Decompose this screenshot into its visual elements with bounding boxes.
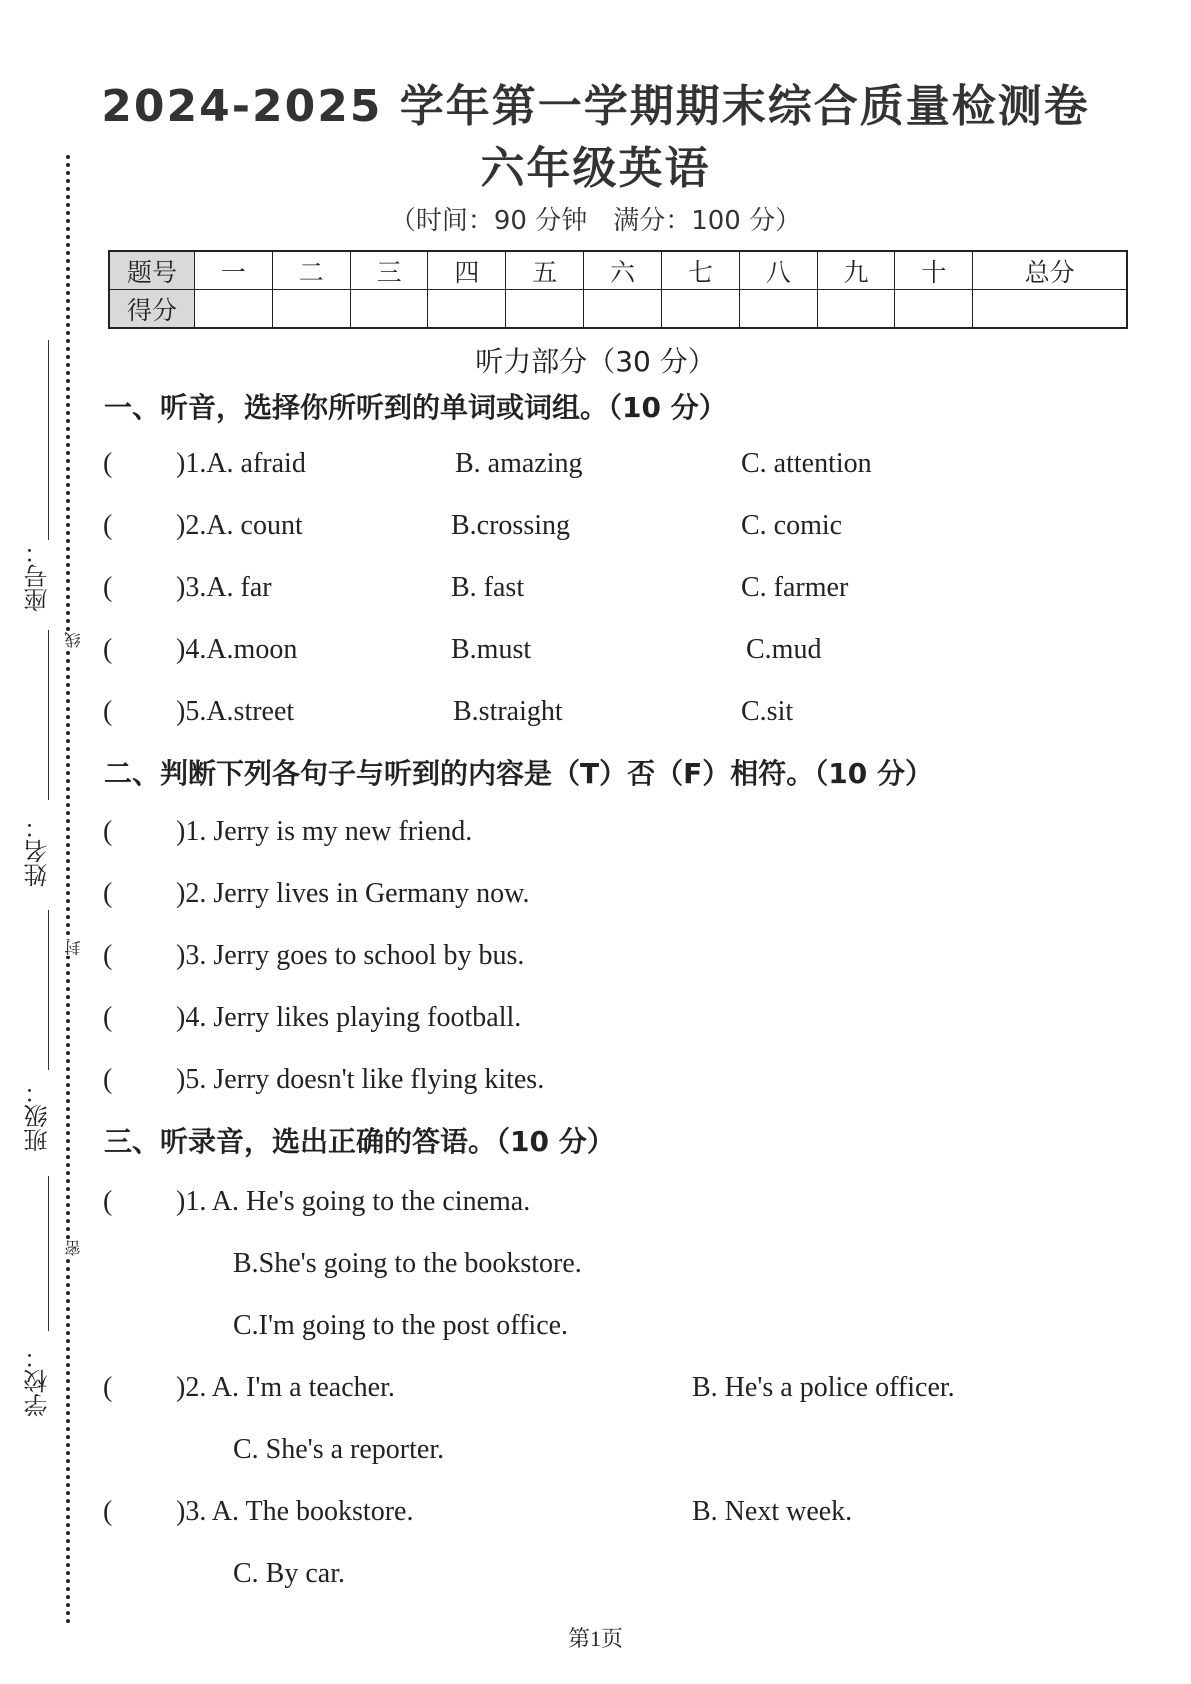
p1-q5-b: B.straight (453, 696, 563, 727)
name-label: 姓名： (24, 815, 52, 887)
p1-q2-a: )2.A. count (176, 510, 303, 541)
col-total: 总分 (973, 251, 1127, 290)
answer-blank[interactable]: ( (103, 1372, 113, 1403)
col-7: 七 (661, 251, 739, 290)
part3-title: 三、听录音，选出正确的答语。（10 分） (104, 1125, 615, 1158)
p1-q2-b: B.crossing (451, 510, 570, 541)
school-label: 学校： (24, 1345, 52, 1417)
p1-q1-b: B. amazing (455, 448, 583, 479)
col-5: 五 (506, 251, 584, 290)
part2-title: 二、判断下列各句子与听到的内容是（T）否（F）相符。（10 分） (104, 757, 933, 790)
p1-q1-a: )1.A. afraid (176, 448, 306, 479)
p2-q5: )5. Jerry doesn't like flying kites. (176, 1064, 545, 1095)
exam-info: （时间：90 分钟 满分：100 分） (389, 206, 802, 236)
p2-q2: )2. Jerry lives in Germany now. (176, 878, 530, 909)
col-10: 十 (895, 251, 973, 290)
p3-q1-a: )1. A. He's going to the cinema. (176, 1186, 531, 1217)
score-label: 得分 (109, 290, 195, 329)
p1-q5-a: )5.A.street (176, 696, 295, 727)
answer-blank[interactable]: ( (103, 634, 113, 665)
score-cell[interactable] (428, 290, 506, 329)
listening-section-title: 听力部分（30 分） (475, 345, 716, 378)
class-label: 班级： (24, 1080, 52, 1152)
answer-blank[interactable]: ( (103, 816, 113, 847)
score-table-score-row (109, 290, 1127, 329)
page-number: 第1页 (567, 1626, 623, 1651)
mark-secret: 密 (64, 1240, 83, 1256)
p1-q3-b: B. fast (451, 572, 525, 603)
score-cell[interactable] (661, 290, 739, 329)
p3-q1-b: B.She's going to the bookstore. (233, 1248, 582, 1279)
p3-q1-c: C.I'm going to the post office. (233, 1310, 569, 1341)
col-9: 九 (817, 251, 895, 290)
answer-blank[interactable]: ( (103, 448, 113, 479)
p1-q4-b: B.must (451, 634, 532, 665)
class-line (48, 910, 49, 1070)
score-cell[interactable] (895, 290, 973, 329)
col-3: 三 (350, 251, 428, 290)
p1-q1-c: C. attention (741, 448, 872, 479)
score-cell[interactable] (195, 290, 273, 329)
p1-q3-c: C. farmer (741, 572, 849, 603)
part1-title: 一、听音，选择你所听到的单词或词组。（10 分） (104, 391, 727, 424)
p3-q2-c: C. She's a reporter. (233, 1434, 445, 1465)
p3-q3-c: C. By car. (233, 1558, 345, 1589)
score-cell[interactable] (506, 290, 584, 329)
p1-q5-c: C.sit (741, 696, 794, 727)
seat-label: 座号： (24, 540, 52, 612)
col-8: 八 (739, 251, 817, 290)
question-number-label: 题号 (109, 251, 195, 290)
score-cell[interactable] (817, 290, 895, 329)
p3-q2-a: )2. A. I'm a teacher. (176, 1372, 395, 1403)
answer-blank[interactable]: ( (103, 1496, 113, 1527)
score-table (108, 250, 1128, 329)
answer-blank[interactable]: ( (103, 696, 113, 727)
p2-q4: )4. Jerry likes playing football. (176, 1002, 522, 1033)
score-cell[interactable] (272, 290, 350, 329)
mark-line: 线 (64, 632, 83, 648)
p1-q3-a: )3.A. far (176, 572, 272, 603)
score-cell[interactable] (584, 290, 662, 329)
school-line (48, 1176, 49, 1331)
p3-q3-a: )3. A. The bookstore. (176, 1496, 414, 1527)
col-1: 一 (195, 251, 273, 290)
p1-q2-c: C. comic (741, 510, 843, 541)
p3-q3-b: B. Next week. (692, 1496, 853, 1527)
answer-blank[interactable]: ( (103, 940, 113, 971)
p2-q1: )1. Jerry is my new friend. (176, 816, 473, 847)
answer-blank[interactable]: ( (103, 1186, 113, 1217)
answer-blank[interactable]: ( (103, 572, 113, 603)
p3-q2-b: B. He's a police officer. (692, 1372, 955, 1403)
mark-seal: 封 (64, 940, 83, 956)
score-table-header-row (109, 251, 1127, 290)
score-cell[interactable] (973, 290, 1127, 329)
col-2: 二 (272, 251, 350, 290)
exam-title: 2024-2025 学年第一学期期末综合质量检测卷 (101, 81, 1090, 132)
p2-q3: )3. Jerry goes to school by bus. (176, 940, 525, 971)
p1-q4-a: )4.A.moon (176, 634, 298, 665)
answer-blank[interactable]: ( (103, 510, 113, 541)
answer-blank[interactable]: ( (103, 1002, 113, 1033)
score-cell[interactable] (739, 290, 817, 329)
answer-blank[interactable]: ( (103, 1064, 113, 1095)
p1-q4-c: C.mud (746, 634, 822, 665)
name-line-top (48, 630, 49, 800)
col-6: 六 (584, 251, 662, 290)
score-cell[interactable] (350, 290, 428, 329)
col-4: 四 (428, 251, 506, 290)
exam-subject: 六年级英语 (480, 143, 711, 194)
answer-blank[interactable]: ( (103, 878, 113, 909)
